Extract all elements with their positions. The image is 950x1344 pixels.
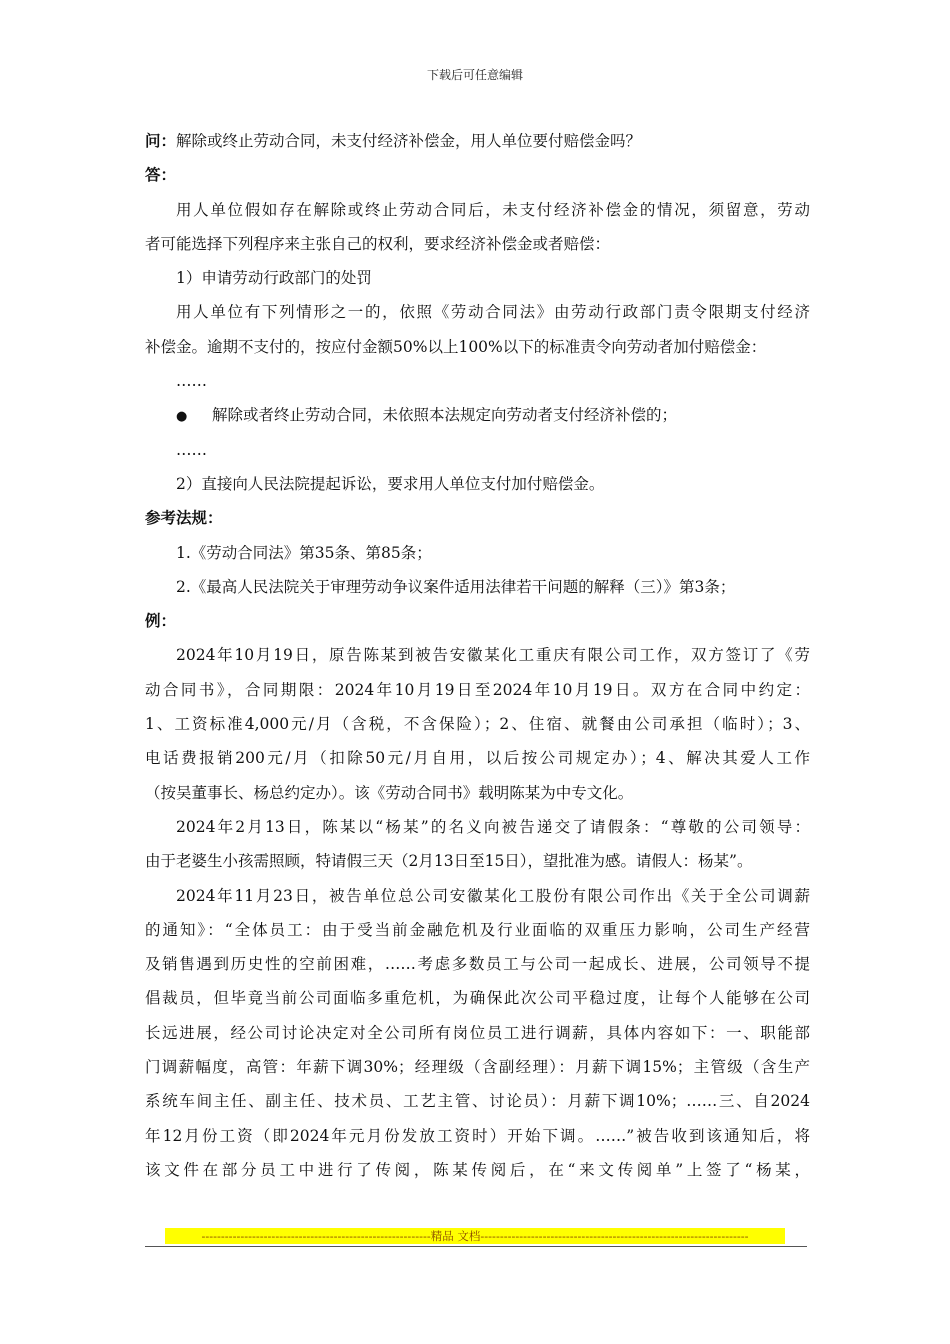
example-paragraph-line: 由于老婆生小孩需照顾，特请假三天（2月13日至15日），望批准为感。请假人：杨某”。 [145, 852, 753, 871]
example-paragraph-line: 1、工资标准4,000元/月（含税，不含保险）；2、住宿、就餐由公司承担（临时）；3、 [145, 715, 810, 734]
example-paragraph-line: 及销售遇到历史性的空前困难，……考虑多数员工与公司一起成长、进展，公司领导不提 [145, 955, 810, 974]
question-text: 解除或终止劳动合同，未支付经济补偿金，用人单位要付赔偿金吗？ [176, 132, 642, 150]
example-paragraph-line: 倡裁员，但毕竟当前公司面临多重危机，为确保此次公司平稳过度，让每个人能够在公司 [145, 989, 810, 1008]
procedure-item-1: 1）申请劳动行政部门的处罚 [176, 269, 372, 288]
penalty-paragraph-line: 用人单位有下列情形之一的，依照《劳动合同法》由劳动行政部门责令限期支付经济 [176, 303, 810, 322]
ellipsis: …… [176, 440, 207, 459]
reference-item: 1.《劳动合同法》第35条、第85条； [176, 543, 432, 562]
bullet-icon: ● [176, 409, 188, 425]
example-paragraph-line: （按吴董事长、杨总约定办）。该《劳动合同书》载明陈某为中专文化。 [145, 783, 634, 802]
answer-label: 答： [145, 166, 177, 185]
example-label: 例： [145, 612, 177, 631]
reference-item: 2.《最高人民法院关于审理劳动争议案件适用法律若干问题的解释（三）》第3条； [176, 577, 736, 596]
bullet-text: 解除或者终止劳动合同，未依照本法规定向劳动者支付经济补偿的； [212, 406, 678, 425]
question-label: 问： [145, 132, 177, 150]
procedure-item-2: 2）直接向人民法院提起诉讼，要求用人单位支付加付赔偿金。 [176, 474, 605, 493]
example-paragraph-line: 2024年10月19日，原告陈某到被告安徽某化工重庆有限公司工作，双方签订了《劳 [176, 646, 810, 665]
example-paragraph-line: 该文件在部分员工中进行了传阅，陈某传阅后，在“来文传阅单”上签了“杨某， [145, 1160, 810, 1179]
page-header: 下载后可任意编辑 [426, 68, 523, 82]
answer-paragraph-line: 者可能选择下列程序来主张自己的权利，要求经济补偿金或者赔偿： [145, 234, 611, 253]
penalty-paragraph-line: 补偿金。逾期不支付的，按应付金额50%以上100%以下的标准责令向劳动者加付赔偿金： [145, 337, 767, 356]
example-paragraph-line: 2024年11月23日，被告单位总公司安徽某化工股份有限公司作出《关于全公司调薪 [176, 886, 810, 905]
example-paragraph-line: 动合同书》，合同期限：2024年10月19日至2024年10月19日。双方在合同中约定： [145, 680, 810, 699]
bullet-item [145, 398, 810, 432]
page-footer-banner: -----------------------------------------------------------精品 文档--------------------------------------------------------------------- [165, 1228, 785, 1244]
example-paragraph-line: 系统车间主任、副主任、技术员、工艺主管、讨论员）：月薪下调10%；……三、自2024 [145, 1092, 810, 1111]
answer-paragraph-line: 用人单位假如存在解除或终止劳动合同后，未支付经济补偿金的情况，须留意，劳动 [176, 200, 810, 219]
example-paragraph-line: 门调薪幅度，高管：年薪下调30%；经理级（含副经理）：月薪下调15%；主管级（含生产 [145, 1058, 810, 1077]
question-line [145, 124, 810, 158]
example-paragraph-line: 2024年2月13日，陈某以“杨某”的名义向被告递交了请假条：“尊敬的公司领导： [176, 817, 810, 836]
ellipsis: …… [176, 372, 207, 391]
example-paragraph-line: 的通知》：“全体员工：由于受当前金融危机及行业面临的双重压力影响，公司生产经营 [145, 920, 810, 939]
example-paragraph-line: 年12月份工资（即2024年元月份发放工资时）开始下调。……”被告收到该通知后，将 [145, 1126, 810, 1145]
example-paragraph-line: 长远进展，经公司讨论决定对全公司所有岗位员工进行调薪，具体内容如下：一、职能部 [145, 1023, 810, 1042]
footer-divider [145, 1246, 807, 1247]
references-label: 参考法规： [145, 509, 223, 528]
document-body [145, 124, 810, 1187]
example-paragraph-line: 电话费报销200元/月（扣除50元/月自用，以后按公司规定办）；4、解决其爱人工作 [145, 749, 810, 768]
